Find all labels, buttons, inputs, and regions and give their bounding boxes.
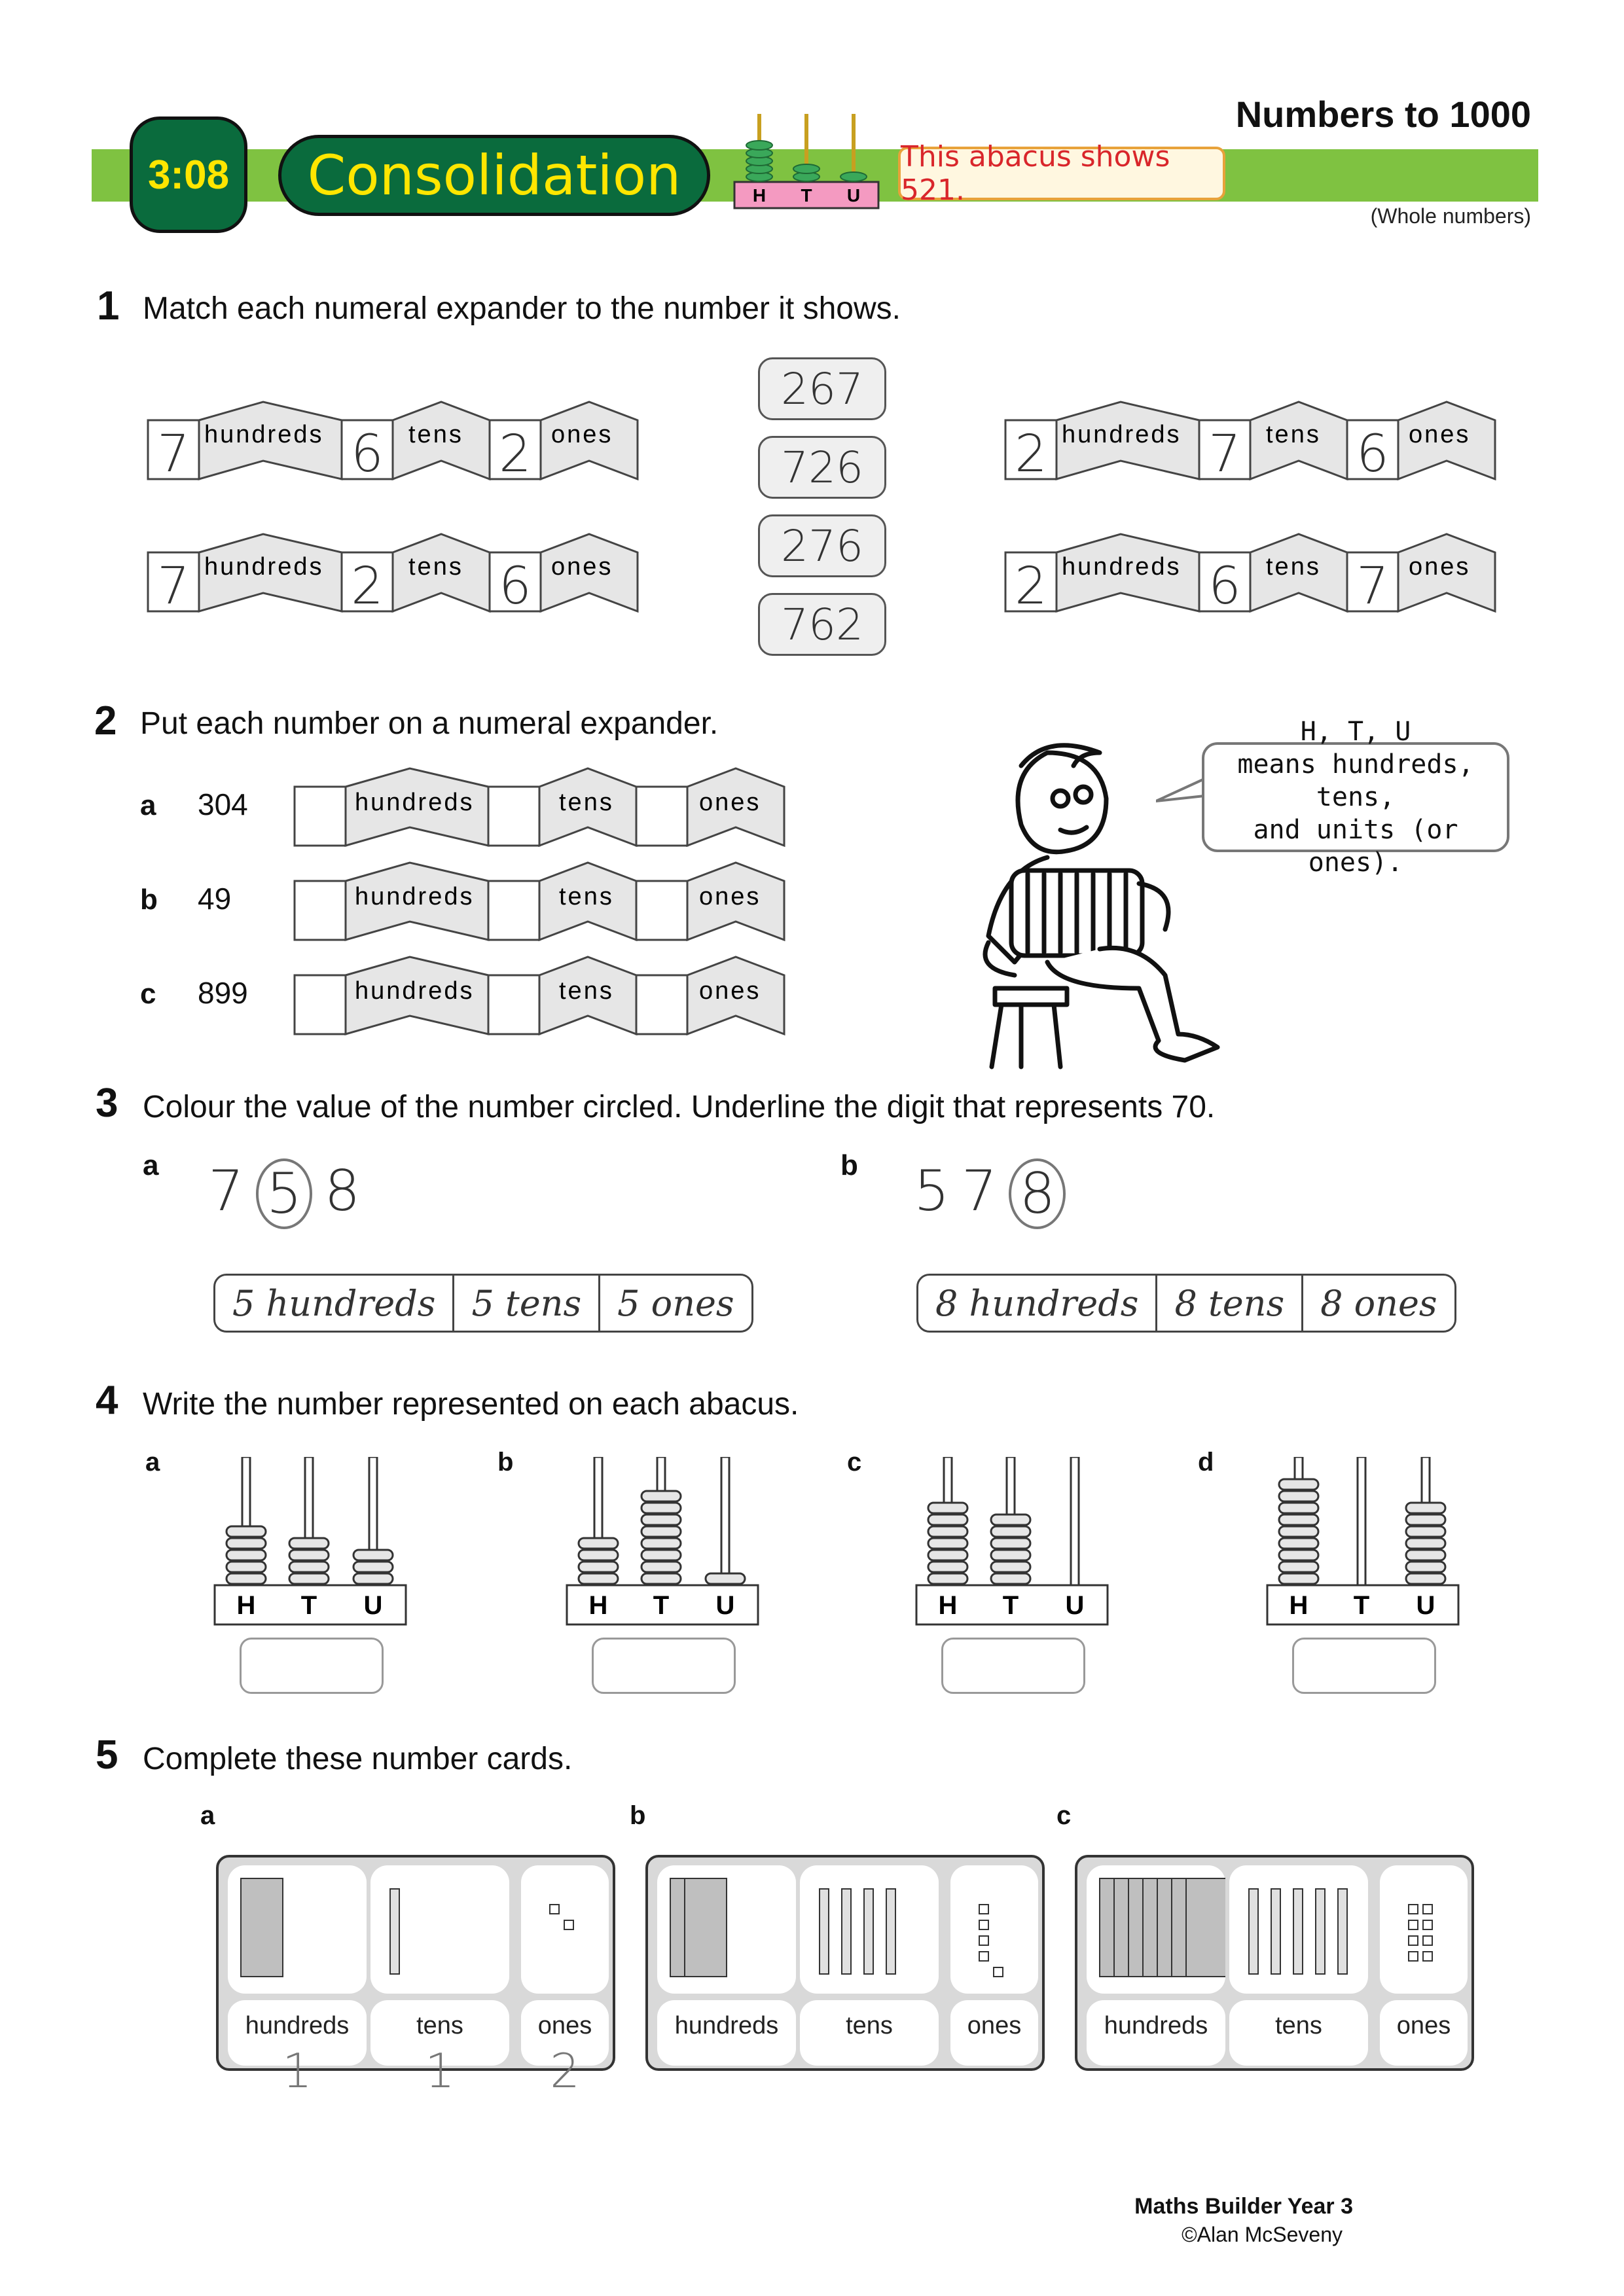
card-blocks-cell — [800, 1865, 939, 1994]
abacus-bead — [1279, 1526, 1318, 1537]
q3-item-a-letter: a — [143, 1149, 159, 1181]
abacus-bead — [991, 1538, 1030, 1549]
abacus-bead — [641, 1562, 681, 1572]
q2-expander-c[interactable] — [292, 953, 787, 1035]
abacus-bead — [1406, 1562, 1445, 1572]
svg-text:6: 6 — [1208, 557, 1241, 613]
one-cube — [564, 1920, 573, 1929]
abacus-bead — [226, 1573, 266, 1584]
abacus-bead — [579, 1550, 618, 1560]
number-card-a — [216, 1855, 615, 2098]
abacus-bead — [1406, 1526, 1445, 1537]
svg-text:tens: tens — [559, 977, 614, 1005]
abacus-bead — [1279, 1515, 1318, 1525]
one-cube — [1423, 1952, 1432, 1961]
one-cube — [550, 1905, 559, 1914]
abacus-bead — [1279, 1550, 1318, 1560]
card-answer-cell[interactable] — [657, 2000, 796, 2066]
q2-number: 2 — [94, 698, 117, 744]
section-code-badge: 3:08 — [130, 117, 247, 233]
card-answer-cell[interactable] — [1380, 2000, 1468, 2066]
svg-text:hundreds: hundreds — [204, 421, 324, 448]
one-cube — [1409, 1920, 1418, 1929]
q5-number: 5 — [96, 1732, 118, 1778]
topic-title: Numbers to 1000 — [1235, 94, 1531, 135]
q4-item-letter: a — [145, 1448, 160, 1477]
abacus-bead — [1279, 1479, 1318, 1490]
abacus-rod — [721, 1457, 729, 1585]
ten-rod — [1271, 1889, 1280, 1974]
base-ten-blocks — [1229, 1865, 1368, 1994]
card-answer-value: 2 — [550, 2043, 580, 2098]
q2-item-b-number: 49 — [198, 882, 232, 916]
copyright: ©Alan McSeveny — [1182, 2223, 1343, 2246]
abacus-bead — [353, 1573, 393, 1584]
card-place-label: tens — [416, 2012, 463, 2039]
svg-text:ones: ones — [1409, 553, 1471, 581]
abacus-bead — [991, 1515, 1030, 1525]
abacus-bead — [928, 1503, 967, 1513]
abacus-bead — [991, 1550, 1030, 1560]
one-cube — [979, 1936, 988, 1945]
abacus-a — [213, 1457, 410, 1627]
card-place-label: tens — [1275, 2012, 1322, 2039]
svg-text:7: 7 — [157, 425, 190, 480]
abacus-bead — [928, 1515, 967, 1525]
q2-text: Put each number on a numeral expander. — [140, 706, 719, 741]
abacus-bead — [1406, 1515, 1445, 1525]
number-card-c — [1075, 1855, 1474, 2071]
base-ten-blocks — [1380, 1865, 1468, 1994]
ten-rod — [886, 1889, 895, 1974]
svg-text:tens: tens — [1266, 553, 1321, 581]
card-answer-cell[interactable] — [521, 2000, 609, 2098]
abacus-bead — [641, 1491, 681, 1501]
ten-rod — [1293, 1889, 1303, 1974]
card-blocks-cell — [950, 1865, 1038, 1994]
one-cube — [1409, 1905, 1418, 1914]
abacus-label: T — [1353, 1591, 1370, 1620]
q2-item-a-letter: a — [140, 789, 156, 821]
q4-answer-box[interactable] — [1292, 1638, 1436, 1694]
card-answer-cell[interactable] — [1229, 2000, 1368, 2066]
number-card-b — [645, 1855, 1045, 2071]
card-place-label: hundreds — [1104, 2012, 1208, 2039]
card-blocks-cell — [657, 1865, 796, 1994]
q5-card-letter: a — [200, 1801, 215, 1830]
abacus-bead — [641, 1538, 681, 1549]
base-ten-blocks — [1087, 1865, 1225, 1994]
abacus-bead — [353, 1562, 393, 1572]
abacus-bead — [1279, 1573, 1318, 1584]
abacus-bead — [641, 1573, 681, 1584]
abacus-bead — [928, 1562, 967, 1572]
abacus-bead — [991, 1573, 1030, 1584]
abacus-bead — [353, 1550, 393, 1560]
svg-text:tens: tens — [1266, 421, 1321, 448]
base-ten-blocks — [228, 1865, 367, 1994]
q3-b-value-option[interactable]: 8 tens — [1157, 1276, 1303, 1331]
q4-number: 4 — [96, 1378, 118, 1423]
svg-text:7: 7 — [157, 557, 190, 613]
one-cube — [994, 1967, 1003, 1977]
abacus-rod — [1358, 1457, 1365, 1585]
ten-rod — [390, 1889, 399, 1974]
q1-number-option[interactable]: 276 — [758, 514, 886, 577]
svg-text:H: H — [752, 185, 767, 206]
abacus-bead — [289, 1538, 329, 1549]
q5-text: Complete these number cards. — [143, 1742, 573, 1776]
card-blocks-cell — [228, 1865, 367, 1994]
svg-text:6: 6 — [1356, 425, 1389, 480]
abacus-b — [566, 1457, 762, 1627]
svg-text:hundreds: hundreds — [1062, 421, 1182, 448]
q4-answer-box[interactable] — [592, 1638, 736, 1694]
q3-b-value-option[interactable]: 8 ones — [1320, 1282, 1437, 1324]
abacus-label: H — [236, 1591, 256, 1620]
card-answer-cell[interactable] — [1087, 2000, 1225, 2066]
card-blocks-cell — [521, 1865, 609, 1994]
q4-text: Write the number represented on each abacus. — [143, 1387, 799, 1422]
card-blocks-cell — [1087, 1865, 1225, 1994]
svg-text:2: 2 — [1015, 425, 1047, 480]
abacus-bead — [1406, 1573, 1445, 1584]
one-cube — [979, 1905, 988, 1914]
abacus-bead — [1406, 1503, 1445, 1513]
ten-rod — [820, 1889, 829, 1974]
abacus-d — [1266, 1457, 1462, 1627]
ten-rod — [1249, 1889, 1258, 1974]
svg-text:ones: ones — [699, 883, 761, 910]
abacus-c — [915, 1457, 1111, 1627]
q1-expander-left-2[interactable] — [145, 530, 640, 613]
q3-b-value-option[interactable]: 8 hundreds — [918, 1276, 1157, 1331]
svg-text:tens: tens — [559, 789, 614, 816]
q3-text: Colour the value of the number circled. Underline the digit that represents 70. — [143, 1090, 1216, 1124]
svg-text:hundreds: hundreds — [355, 977, 475, 1005]
speech-line: H, T, U — [1300, 717, 1411, 747]
abacus-bead — [226, 1550, 266, 1560]
abacus-bead — [579, 1562, 618, 1572]
abacus-label: U — [715, 1591, 735, 1620]
q1-number-option[interactable]: 762 — [758, 593, 886, 656]
abacus-bead — [641, 1503, 681, 1513]
q2-item-c-number: 899 — [198, 976, 248, 1010]
card-place-label: ones — [967, 2012, 1022, 2039]
q1-number-option[interactable]: 726 — [758, 436, 886, 499]
card-answer-value: 1 — [425, 2043, 455, 2098]
base-ten-blocks — [370, 1865, 509, 1994]
abacus-bead — [1406, 1538, 1445, 1549]
card-blocks-cell — [370, 1865, 509, 1994]
svg-text:hundreds: hundreds — [1062, 553, 1182, 581]
q3-a-value-bar — [213, 1274, 753, 1333]
speech-tail — [1156, 772, 1208, 812]
abacus-bead — [226, 1526, 266, 1537]
topic-subtitle: (Whole numbers) — [1370, 204, 1531, 228]
card-blocks-cell — [1229, 1865, 1368, 1994]
svg-text:6: 6 — [499, 557, 532, 613]
svg-text:ones: ones — [699, 789, 761, 816]
ten-rod — [864, 1889, 873, 1974]
card-answer-cell[interactable] — [228, 2000, 367, 2098]
hundred-flat — [241, 1878, 283, 1977]
abacus-bead — [289, 1550, 329, 1560]
abacus-bead — [1279, 1562, 1318, 1572]
svg-text:T: T — [801, 185, 812, 206]
card-place-label: tens — [846, 2012, 893, 2039]
ten-rod — [1338, 1889, 1347, 1974]
abacus-bead — [1279, 1503, 1318, 1513]
q2-item-c-letter: c — [140, 978, 156, 1010]
q3-b-digit[interactable]: 5 — [914, 1158, 950, 1224]
abacus-bead — [991, 1562, 1030, 1572]
svg-text:ones: ones — [699, 977, 761, 1005]
abacus-label: T — [1002, 1591, 1019, 1620]
abacus-note: This abacus shows 521. — [898, 147, 1225, 200]
q3-a-digit-circled[interactable]: 5 — [256, 1158, 313, 1229]
hundred-flat — [685, 1878, 727, 1977]
q2-item-b-letter: b — [140, 884, 158, 916]
base-ten-blocks — [657, 1865, 796, 1994]
svg-text:tens: tens — [408, 421, 463, 448]
q3-a-value-option[interactable]: 5 hundreds — [215, 1276, 454, 1331]
abacus-label: H — [938, 1591, 958, 1620]
svg-text:ones: ones — [551, 421, 613, 448]
abacus-bead — [579, 1538, 618, 1549]
speech-bubble — [1202, 717, 1509, 878]
q1-expander-right-1[interactable] — [1003, 398, 1498, 480]
one-cube — [1423, 1920, 1432, 1929]
svg-text:hundreds: hundreds — [355, 883, 475, 910]
abacus-bead — [579, 1573, 618, 1584]
svg-text:hundreds: hundreds — [355, 789, 475, 816]
card-place-label: ones — [1396, 2012, 1451, 2039]
card-place-label: ones — [537, 2012, 592, 2039]
abacus-bead — [706, 1573, 745, 1584]
svg-text:2: 2 — [1015, 557, 1047, 613]
q1-number: 1 — [97, 283, 120, 329]
abacus-label: T — [653, 1591, 670, 1620]
q1-text: Match each numeral expander to the number it shows. — [143, 291, 901, 326]
q3-b-digit-circled[interactable]: 8 — [1009, 1158, 1066, 1229]
speech-line: and units (or ones). — [1253, 815, 1458, 878]
q5-card-letter: b — [630, 1801, 646, 1830]
base-ten-blocks — [800, 1865, 939, 1994]
svg-text:ones: ones — [1409, 421, 1471, 448]
one-cube — [1409, 1936, 1418, 1945]
abacus-bead — [928, 1538, 967, 1549]
q4-item-letter: d — [1198, 1448, 1214, 1477]
one-cube — [1423, 1905, 1432, 1914]
svg-text:7: 7 — [1208, 425, 1241, 480]
q3-a-digit[interactable]: 8 — [324, 1158, 361, 1224]
q5-card-letter: c — [1056, 1801, 1072, 1830]
abacus-bead — [226, 1538, 266, 1549]
q3-a-digit[interactable]: 7 — [208, 1158, 244, 1224]
hundred-flat — [1186, 1878, 1225, 1977]
abacus-label: H — [588, 1591, 608, 1620]
svg-text:tens: tens — [408, 553, 463, 581]
q4-item-letter: c — [847, 1448, 862, 1477]
page-title: Consolidation — [278, 135, 710, 216]
svg-text:2: 2 — [499, 425, 532, 480]
abacus-bead — [289, 1562, 329, 1572]
book-title: Maths Builder Year 3 — [1134, 2194, 1353, 2219]
card-answer-cell[interactable] — [950, 2000, 1038, 2066]
q1-expander-right-2[interactable] — [1003, 530, 1498, 613]
card-answer-value: 1 — [282, 2043, 312, 2098]
card-answer-cell[interactable] — [370, 2000, 509, 2098]
abacus-bead — [289, 1573, 329, 1584]
q2-expander-b[interactable] — [292, 859, 787, 941]
abacus-bead — [641, 1515, 681, 1525]
base-ten-blocks — [521, 1865, 609, 1994]
q3-number: 3 — [96, 1081, 118, 1126]
abacus-bead — [1406, 1550, 1445, 1560]
card-blocks-cell — [1380, 1865, 1468, 1994]
abacus-label: U — [363, 1591, 383, 1620]
abacus-label: H — [1289, 1591, 1308, 1620]
svg-text:U: U — [846, 185, 861, 206]
svg-text:tens: tens — [559, 883, 614, 910]
q3-b-digit[interactable]: 7 — [961, 1158, 998, 1224]
card-answer-cell[interactable] — [800, 2000, 939, 2066]
q2-expander-a[interactable] — [292, 764, 787, 847]
abacus-bead — [928, 1550, 967, 1560]
abacus-bead — [928, 1526, 967, 1537]
abacus-bead — [1279, 1538, 1318, 1549]
q3-item-b-letter: b — [840, 1149, 858, 1181]
svg-text:6: 6 — [351, 425, 384, 480]
abacus-label: T — [300, 1591, 317, 1620]
one-cube — [979, 1920, 988, 1929]
q3-a-value-option[interactable]: 5 ones — [617, 1282, 734, 1324]
abacus-bead — [991, 1526, 1030, 1537]
abacus-bead — [641, 1526, 681, 1537]
svg-text:ones: ones — [551, 553, 613, 581]
svg-text:2: 2 — [351, 557, 384, 613]
one-cube — [1409, 1952, 1418, 1961]
q3-a-value-option[interactable]: 5 tens — [454, 1276, 600, 1331]
one-cube — [979, 1952, 988, 1961]
abacus-label: U — [1416, 1591, 1435, 1620]
ten-rod — [842, 1889, 851, 1974]
q4-answer-box[interactable] — [941, 1638, 1085, 1694]
q1-number-option[interactable]: 267 — [758, 357, 886, 420]
abacus-bead — [641, 1550, 681, 1560]
q1-expander-left-1[interactable] — [145, 398, 640, 480]
svg-text:7: 7 — [1356, 557, 1389, 613]
abacus-bead — [226, 1562, 266, 1572]
card-place-label: hundreds — [674, 2012, 779, 2039]
q4-answer-box[interactable] — [240, 1638, 384, 1694]
abacus-bead — [1279, 1491, 1318, 1501]
card-place-label: hundreds — [245, 2012, 350, 2039]
header-abacus-icon — [732, 109, 881, 211]
svg-text:hundreds: hundreds — [204, 553, 324, 581]
q2-item-a-number: 304 — [198, 787, 248, 821]
q3-item-a-number — [208, 1158, 360, 1229]
one-cube — [1423, 1936, 1432, 1945]
base-ten-blocks — [950, 1865, 1038, 1994]
q3-item-b-number — [914, 1158, 1066, 1229]
ten-rod — [1316, 1889, 1325, 1974]
abacus-bead — [928, 1573, 967, 1584]
abacus-label: U — [1065, 1591, 1085, 1620]
q4-item-letter: b — [497, 1448, 514, 1477]
q3-b-value-bar — [916, 1274, 1456, 1333]
abacus-rod — [1071, 1457, 1079, 1585]
speech-line: means hundreds, tens, — [1237, 749, 1474, 812]
